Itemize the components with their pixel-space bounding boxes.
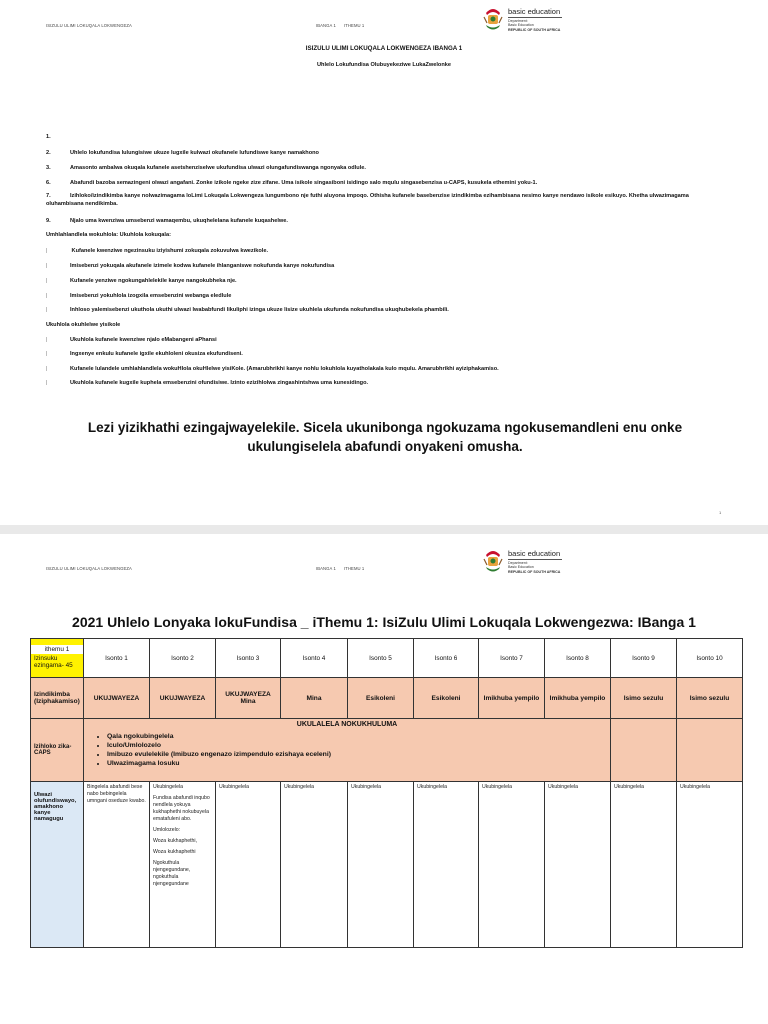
guide-item: | Inhloso yalemisebenzi ukuthola ukuthi ulwazi lwababfundi likuliphi izinga ukuze lisize ukuhlela ukufunda nokufundisa ukuqhubekela phambili. [46, 307, 449, 313]
week-header: Isonto 2 [150, 639, 216, 678]
week-content: Ukubingelela [216, 782, 281, 948]
caps-empty-cell [677, 719, 743, 782]
guide-item: | Kufanele yenziwe ngokungahlelekile kanye nangokubheka nje. [46, 278, 237, 284]
formal-item: | Ukuhlola kufanele kugxile kuphela emsebenzini ofundisiwe. Izinto ezizihlolwa zingashintshwa uma kunesidingo. [46, 380, 369, 386]
annual-teaching-plan-table [30, 638, 743, 948]
week-header: Isonto 10 [677, 639, 743, 678]
term-header-cell: ithemu 1 Izinsuku ezingama- 45 [31, 639, 84, 678]
running-header-term: ITHEMU 1 [344, 23, 365, 28]
closing-message: Lezi yizikhathi ezingajwayelekile. Sicela ukunibonga ngokuzama ngokusemandleni enu onke ukulungiselela abafundi onyakeni omusha. [87, 420, 683, 454]
annual-plan-title: 2021 Uhlelo Lonyaka lokuFundisa _ iThemu 1: IsiZulu Ulimi Lokuqala Lokwengezwa: IBanga 1 [72, 614, 696, 630]
week-content: Ukubingelela [479, 782, 545, 948]
theme-cell: UKUJWAYEZA Mina [216, 678, 281, 719]
week-content: Ukubingelela [281, 782, 348, 948]
running-header-grade: IBANGA 1 [316, 23, 336, 28]
week-header: Isonto 4 [281, 639, 348, 678]
week-header: Isonto 5 [348, 639, 414, 678]
content-row [31, 782, 743, 948]
document-subtitle: Uhlelo Lokufundisa Olubuyekeziwe LukaZwelonke [317, 62, 451, 68]
running-header-left: ISIZULU ULIMI LOKUQALA LOKWENGEZA [46, 566, 132, 571]
week-content: Ukubingelela [414, 782, 479, 948]
week-header-row [31, 639, 743, 678]
formal-item: | Kufanele lulandele umhlahlandlela wokuHlola okuHlelwe yisiKole. (Amarubhrikhi kanye nohlu lokuhlola kuyatholakala kulo mqulu. Amarubhrikhi ayiziphakamiso. [46, 366, 499, 372]
themes-row [31, 678, 743, 719]
theme-cell: Imikhuba yempilo [545, 678, 611, 719]
logo-sub-1: Department: [508, 19, 528, 23]
week-header: Isonto 3 [216, 639, 281, 678]
week-header: Isonto 1 [84, 639, 150, 678]
caps-topic: • Ulwazimagama losuku [107, 759, 607, 768]
guide-item: | Imisebenzi yokuhlola izogxila emsebenzini webanga eledlule [46, 293, 232, 299]
logo-divider [508, 559, 562, 560]
department-logo [482, 549, 562, 574]
caps-empty-cell [611, 719, 677, 782]
numbered-item: 1. [46, 134, 51, 140]
caps-topic: • Qala ngokubingelela [107, 732, 607, 741]
numbered-item: 2. Uhlelo lokufundisa lulungisiwe ukuze lugxile kulwazi okufanele lufundiswe kanye namakhono [46, 150, 319, 156]
formal-item: | Ukuhlola kufanele kwenziwe njalo eMabangeni aPhansi [46, 337, 217, 343]
caps-topic: • Iculo/Umlolozelo [107, 741, 607, 750]
week-content: Ukubingelela [348, 782, 414, 948]
theme-cell: Esikoleni [414, 678, 479, 719]
week-header: Isonto 6 [414, 639, 479, 678]
logo-sub-2: Basic Education [508, 23, 534, 28]
logo-sub-2: Basic Education [508, 565, 534, 570]
week-content: Ukubingelela [611, 782, 677, 948]
page-number: 1 [719, 510, 722, 515]
guide-item: | Imisebenzi yokuqala akufanele izimele kodwa kufanele ihlanganiswe nokufunda kanye nokufundisa [46, 263, 335, 269]
week-content: Ukubingelela [545, 782, 611, 948]
coat-of-arms-icon [482, 549, 504, 573]
coat-of-arms-icon [482, 7, 504, 31]
week-header: Isonto 9 [611, 639, 677, 678]
department-logo [482, 7, 562, 32]
formal-assessment-heading: Ukuhlola okuhlelwe yisikole [46, 322, 121, 328]
theme-cell: Mina [281, 678, 348, 719]
theme-cell: Esikoleni [348, 678, 414, 719]
theme-cell: UKUJWAYEZA [150, 678, 216, 719]
logo-title: basic education [508, 549, 561, 558]
document-page-2 [0, 534, 768, 1024]
numbered-item: 9. Njalo uma kwenziwa umsebenzi wamaqembu, ukuqhelelana kufanele kuqashelwe. [46, 218, 288, 224]
logo-title: basic education [508, 7, 561, 16]
logo-sub-3: REPUBLIC OF SOUTH AFRICA [508, 27, 561, 32]
numbered-item: 7. Izihloko/izindikimba kanye nolwazimagama loLimi Lokuqala Lokwengeza lungumbono nje futhi aluyona impoqo. Othisha kufanele basebenzise izindikimba ezihambisana nesimo kanye nendawo isikole esikuyo. Khetha ulwazimagama oluhambisana nendikimba. [46, 193, 689, 207]
running-header-left: ISIZULU ULIMI LOKUQALA LOKWENGEZA [46, 23, 132, 28]
formal-item: | Ingxenye enkulu kufanele igxile ekuhloleni okusiza ekufundiseni. [46, 351, 243, 357]
caps-section-heading: UKULALELA NOKUKHULUMA [296, 721, 398, 728]
themes-label: Izindikimba (Iziphakamiso) [31, 678, 84, 719]
numbered-item: 3. Amasonto ambalwa okuqala kufanele asetshenziselwe ukufundisa ulwazi olungafundiswanga ngonyaka odlule. [46, 165, 366, 171]
logo-sub-1: Department: [508, 561, 528, 565]
logo-divider [508, 17, 562, 18]
theme-cell: Isimo sezulu [611, 678, 677, 719]
running-header-term: ITHEMU 1 [344, 566, 365, 571]
week1-content: Bingelela abafundi bese nabo bebingelela umngani oseduze kwabo. [84, 782, 150, 948]
week-header: Isonto 7 [479, 639, 545, 678]
week-header: Isonto 8 [545, 639, 611, 678]
theme-cell: UKUJWAYEZA [84, 678, 150, 719]
knowledge-label: Ulwazi olufundiswayo, amakhono kanye namagugu [31, 782, 84, 948]
caps-topic: • Imibuzo evulelekile (Imibuzo engenazo izimpendulo ezishaya eceleni) [107, 750, 607, 759]
logo-sub-3: REPUBLIC OF SOUTH AFRICA [508, 569, 561, 574]
theme-cell: Isimo sezulu [677, 678, 743, 719]
document-title: ISIZULU ULIMI LOKUQALA LOKWENGEZA IBANGA 1 [305, 45, 463, 52]
caps-topics-row [31, 719, 743, 782]
caps-label: Izihloko zika-CAPS [31, 719, 84, 782]
theme-cell: Imikhuba yempilo [479, 678, 545, 719]
caps-topics-cell [84, 719, 611, 782]
week-content: Ukubingelela [677, 782, 743, 948]
guide-item: | Kufanele kwenziwe ngezinsuku iziyishumi zokuqala zokuvulwa kwezikole. [46, 248, 269, 254]
numbered-item: 6. Abafundi bazoba semazingeni olwazi angafani. Zonke izikole ngeke zize zifane. Uma isikole singasiboni isidingo salo mqulu singasebenzisa u-CAPS, kusukela ethemini yoku-1. [46, 180, 538, 186]
running-header-grade: IBANGA 1 [316, 566, 336, 571]
assessment-guide-heading: Umhlahlandlela wokuhlola: Ukuhlola kokuqala: [46, 232, 171, 238]
week2-content: Ukubingelela Fundisa abafundi inqubo nendlela yokuya kukhaphethi nokubuyela ematafuleni abo. Umlolozelo: Woza kukhaphethi, Woza kukhaphethi Ngokuthula njengegundane, ngokuthula njengegundane [150, 782, 216, 948]
